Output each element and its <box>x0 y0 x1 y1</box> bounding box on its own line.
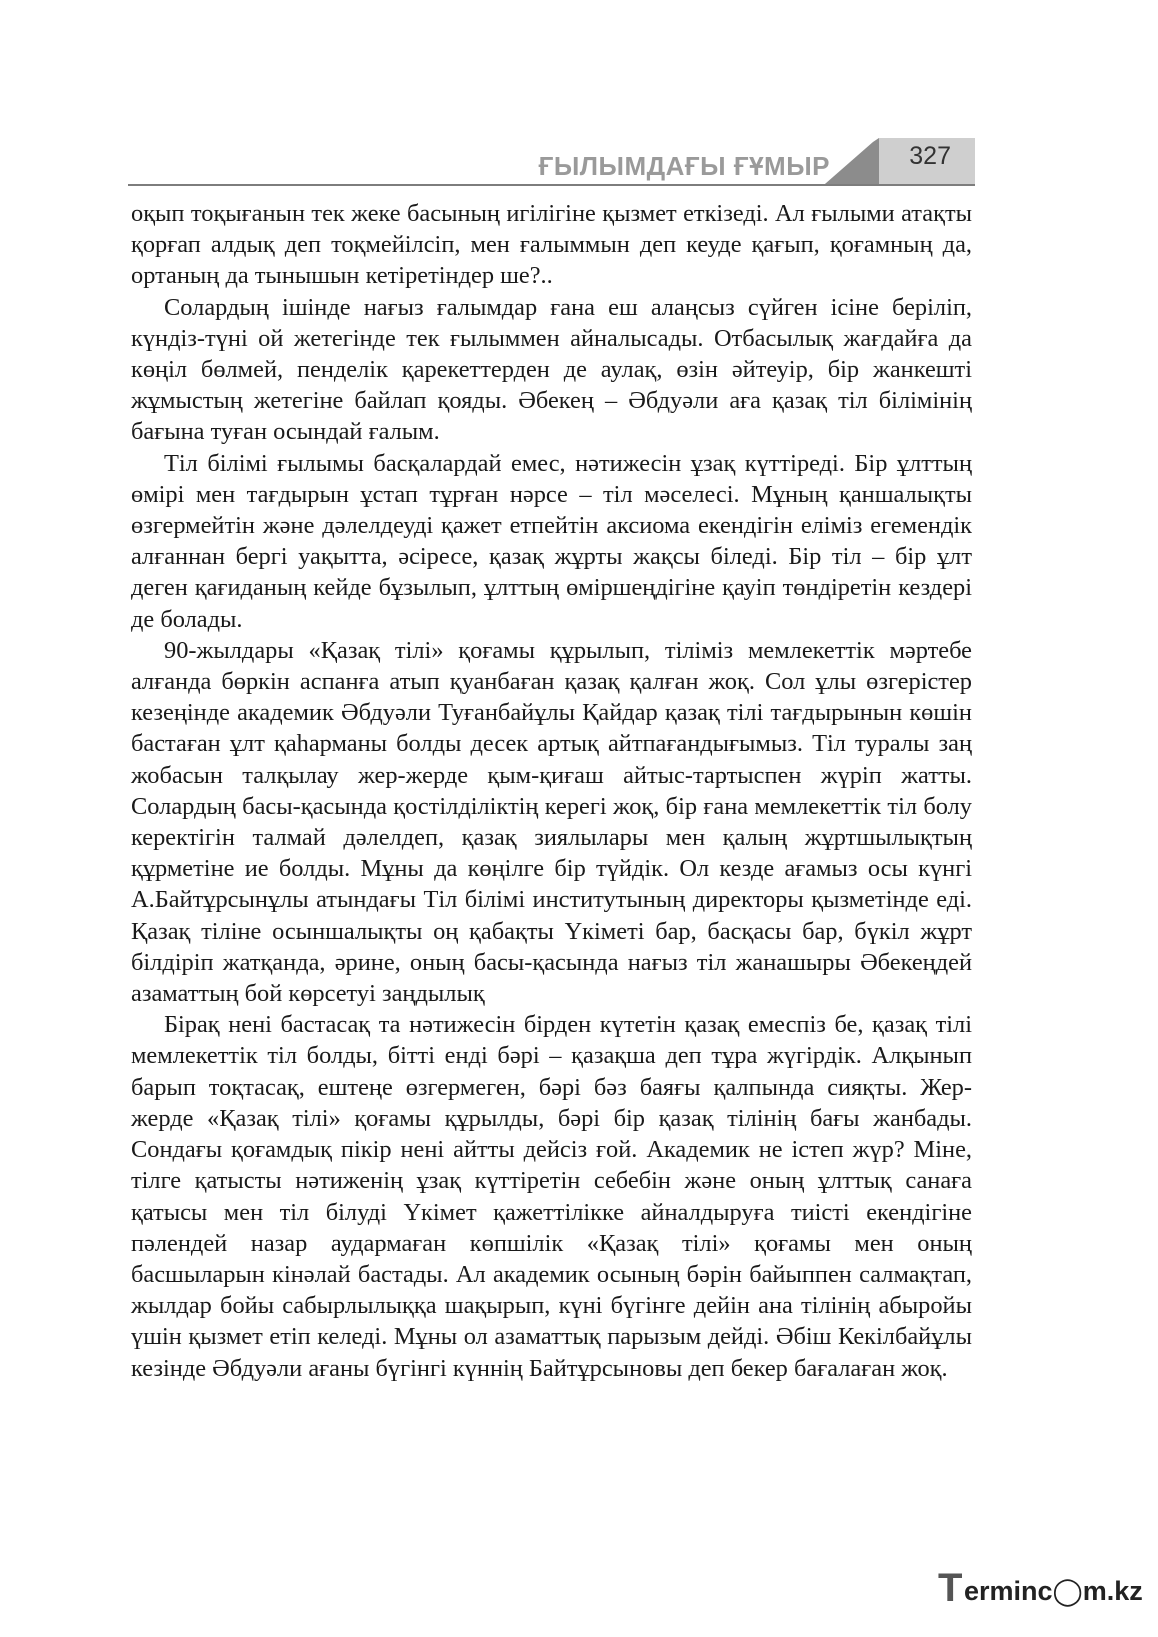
section-title: ҒЫЛЫМДАҒЫ ҒҰМЫР <box>538 151 830 181</box>
watermark-text: erminc◯m.kz <box>964 1576 1143 1606</box>
body-text <box>131 198 972 1384</box>
paragraph-5: Бірақ нені бастасақ та нәтижесін бірден күтетін қазақ емеспіз бе, қазақ тілі мемлекеттік тіл болды, бітті енді бәрі – қазақша деп тұра жүгірдік. Алқынып барып тоқтасақ, ештеңе өзгермеген, бәрі бәз баяғы қалпында сияқты. Жер-жерде «Қазақ тілі» қоғамы құрылды, бәрі бір қазақ тілінің бағы жанбады. Сондағы қоғамдық пікір нені айтты дейсіз ғой. Академик не істеп жүр? Міне, тілге қатысты нәтиженің ұзақ күттіретін себебін және оның ұлттық санаға қатысы мен тіл білуді Үкімет қажеттілікке айналдыруға тиісті екендігіне пәлендей назар аудармаған көпшілік «Қазақ тілі» қоғамы мен оның басшыларын кінәлай бастады. Ал академик осының бәрін байыппен салмақтап, жылдар бойы сабырлылыққа шақырып, күні бүгінге дейін ана тілінің абыройы үшін қызмет етіп келеді. Мұны ол азаматтық парызым дейді. Әбіш Кекілбайұлы кезінде Әбдуәли ағаны бүгінгі күннің Байтұрсыновы деп бекер бағалаған жоқ. <box>131 1011 972 1382</box>
page-number: 327 <box>909 142 951 170</box>
header-rule <box>128 184 975 186</box>
paragraph-4: 90-жылдары «Қазақ тілі» қоғамы құрылып, тіліміз мемлекеттік мәртебе алғанда бөркін аспанға атып қуанбаған қазақ қалған жоқ. Сол ұлы өзгерістер кезеңінде академик Әбдуәли Туғанбайұлы Қайдар қазақ тілі тағдырынын көшін бастаған ұлт қаһарманы болды десек артық айтпағандығымыз. Тіл туралы заң жобасын талқылау жер-жерде қым-қиғаш айтыс-тартыспен жүріп жатты. Солардың басы-қасында қостілділіктің керегі жоқ, бір ғана мемлекеттік тіл болу керектігін талмай дәлелдеп, қазақ зиялылары мен қалың жұртшылықтың құрметіне ие болды. Мұны да көңілге бір түйдік. Ол кезде ағамыз осы күнгі А.Байтұрсынұлы атындағы Тіл білімі институтының директоры қызметінде еді. Қазақ тіліне осыншалықты оң қабақты Үкіметі бар, басқасы бар, бүкіл жұрт білдіріп жатқанда, әрине, оның басы-қасында нағыз тіл жанашыры Әбекеңдей азаматтың бой көрсетуі заңдылық <box>131 636 972 1008</box>
termincom-watermark-logo <box>938 1566 1143 1612</box>
watermark-t-letter: T <box>938 1566 963 1610</box>
paragraph-3: Тіл білімі ғылымы басқалардай емес, нәтижесін ұзақ күттіреді. Бір ұлттың өмірі мен тағдырын ұстап тұрған нәрсе – тіл мәселесі. Мұның қаншалықты өзгермейтін және дәлелдеуді қажет етпейтін аксиома екендігін еліміз егемендік алғаннан бергі уақытта, әсіресе, қазақ жұрты жақсы біледі. Бір тіл – бір ұлт деген қағиданың кейде бұзылып, ұлттың өміршеңдігіне қауіп төндіретін кездері де болады. <box>131 449 972 633</box>
page-tab-shape <box>825 138 975 184</box>
paragraph-1: оқып тоқығанын тек жеке басының игілігіне қызмет еткізеді. Ал ғылыми атақты қорғап алдық деп тоқмейілсіп, мен ғалыммын деп кеуде қағып, қоғамның да, ортаның да тынышын кетіретіндер ше?.. <box>131 200 972 290</box>
page-number-tab <box>825 138 975 184</box>
running-header <box>128 138 975 186</box>
paragraph-2: Солардың ішінде нағыз ғалымдар ғана еш алаңсыз сүйген ісіне беріліп, күндіз-түні ой жетегінде тек ғылыммен айналысады. Отбасылық жағдайға да көңіл бөлмей, пенделік қарекеттерден де аулақ, өзін әйтеуір, бір жанкешті жұмыстың жетегіне байлап қояды. Әбекең – Әбдуәли аға қазақ тіл білімінің бағына туған осындай ғалым. <box>131 293 972 446</box>
page-tab-shade <box>825 138 879 184</box>
